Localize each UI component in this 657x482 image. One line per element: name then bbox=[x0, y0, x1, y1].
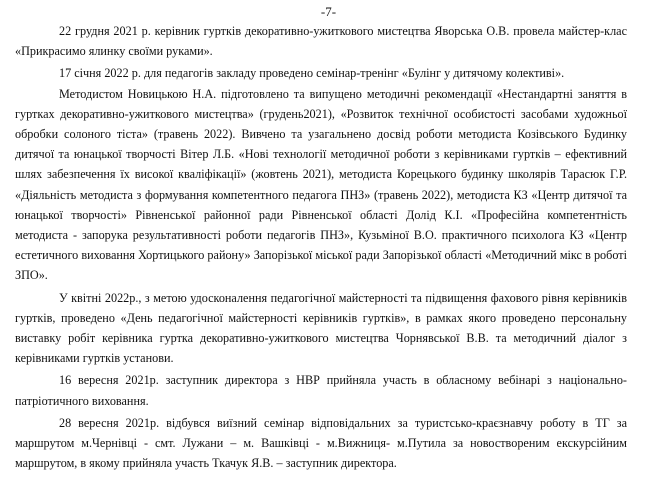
page-number: -7- bbox=[320, 4, 337, 19]
document-body bbox=[15, 21, 627, 475]
paragraph-field-seminar: 28 вересня 2021р. відбувся виїзний семінар відповідальних за туристсько-краєзнавчу роботу в ТГ за маршрутом м.Чернівці - смт. Лужани – м. Вашківці - м.Вижниця- м.Путила за новоствореним екскурсійним маршрутом, в якому прийняла участь Ткачук Я.В. – заступник директора. bbox=[15, 415, 627, 471]
paragraph-seminar-training: 17 січня 2022 р. для педагогів закладу проведено семінар-тренінг «Булінг у дитячому колективі». bbox=[59, 66, 565, 81]
paragraph-master-class: 22 грудня 2021 р. керівник гуртків декоративно-ужиткового мистецтва Яворська О.В. провела майстер-клас «Прикрасимо ялинку своїми руками». bbox=[15, 24, 627, 59]
paragraph-pedagogical-mastery-day: У квітні 2022р., з метою удосконалення педагогічної майстерності та підвищення фахового рівня керівників гуртків, проведено «День педагогічної майстерності керівників гуртків», в рамках якого проведено персональну виставку робіт керівника гуртка декоративно-ужиткового мистецтва Чорнявської В.В. та методичний діалог з керівниками гуртків установи. bbox=[15, 290, 627, 366]
paragraph-methodical-recommendations: Методистом Новицькою Н.А. підготовлено та випущено методичні рекомендації «Нестандартні заняття в гуртках декоративно-ужиткового мистецтва» (грудень2021), «Розвиток технічної особистості засобами художньої обробки солоного тіста» (травень 2022). Вивчено та узагальнено досвід роботи методиста Козівського Будинку дитячої та юнацької творчості Вітер Л.Б. «Нові технології методичної роботи з керівниками гуртків – ефективний шлях забезпечення їх високої кваліфікації» (жовтень 2021), методиста Корецького будинку школярів Тарасюк Г.Р. «Діяльність методиста з формування компетентного педагога ПНЗ» (травень 2022), методиста КЗ «Центр дитячої та юнацької творчості» Рівненської районної ради Рівненської області Долід К.І. «Професійна компетентність методиста - запорука результативності роботи педагогів ПНЗ», Кузьміної В.О. практичного психолога КЗ «Центр естетичного виховання Хортицького району» Запорізької міської ради Запорізької області «Методичний мікс в роботі ЗПО». bbox=[15, 86, 627, 283]
paragraph-webinar: 16 вересня 2021р. заступник директора з НВР прийняла участь в обласному вебінарі з національно-патріотичного виховання. bbox=[15, 373, 627, 408]
